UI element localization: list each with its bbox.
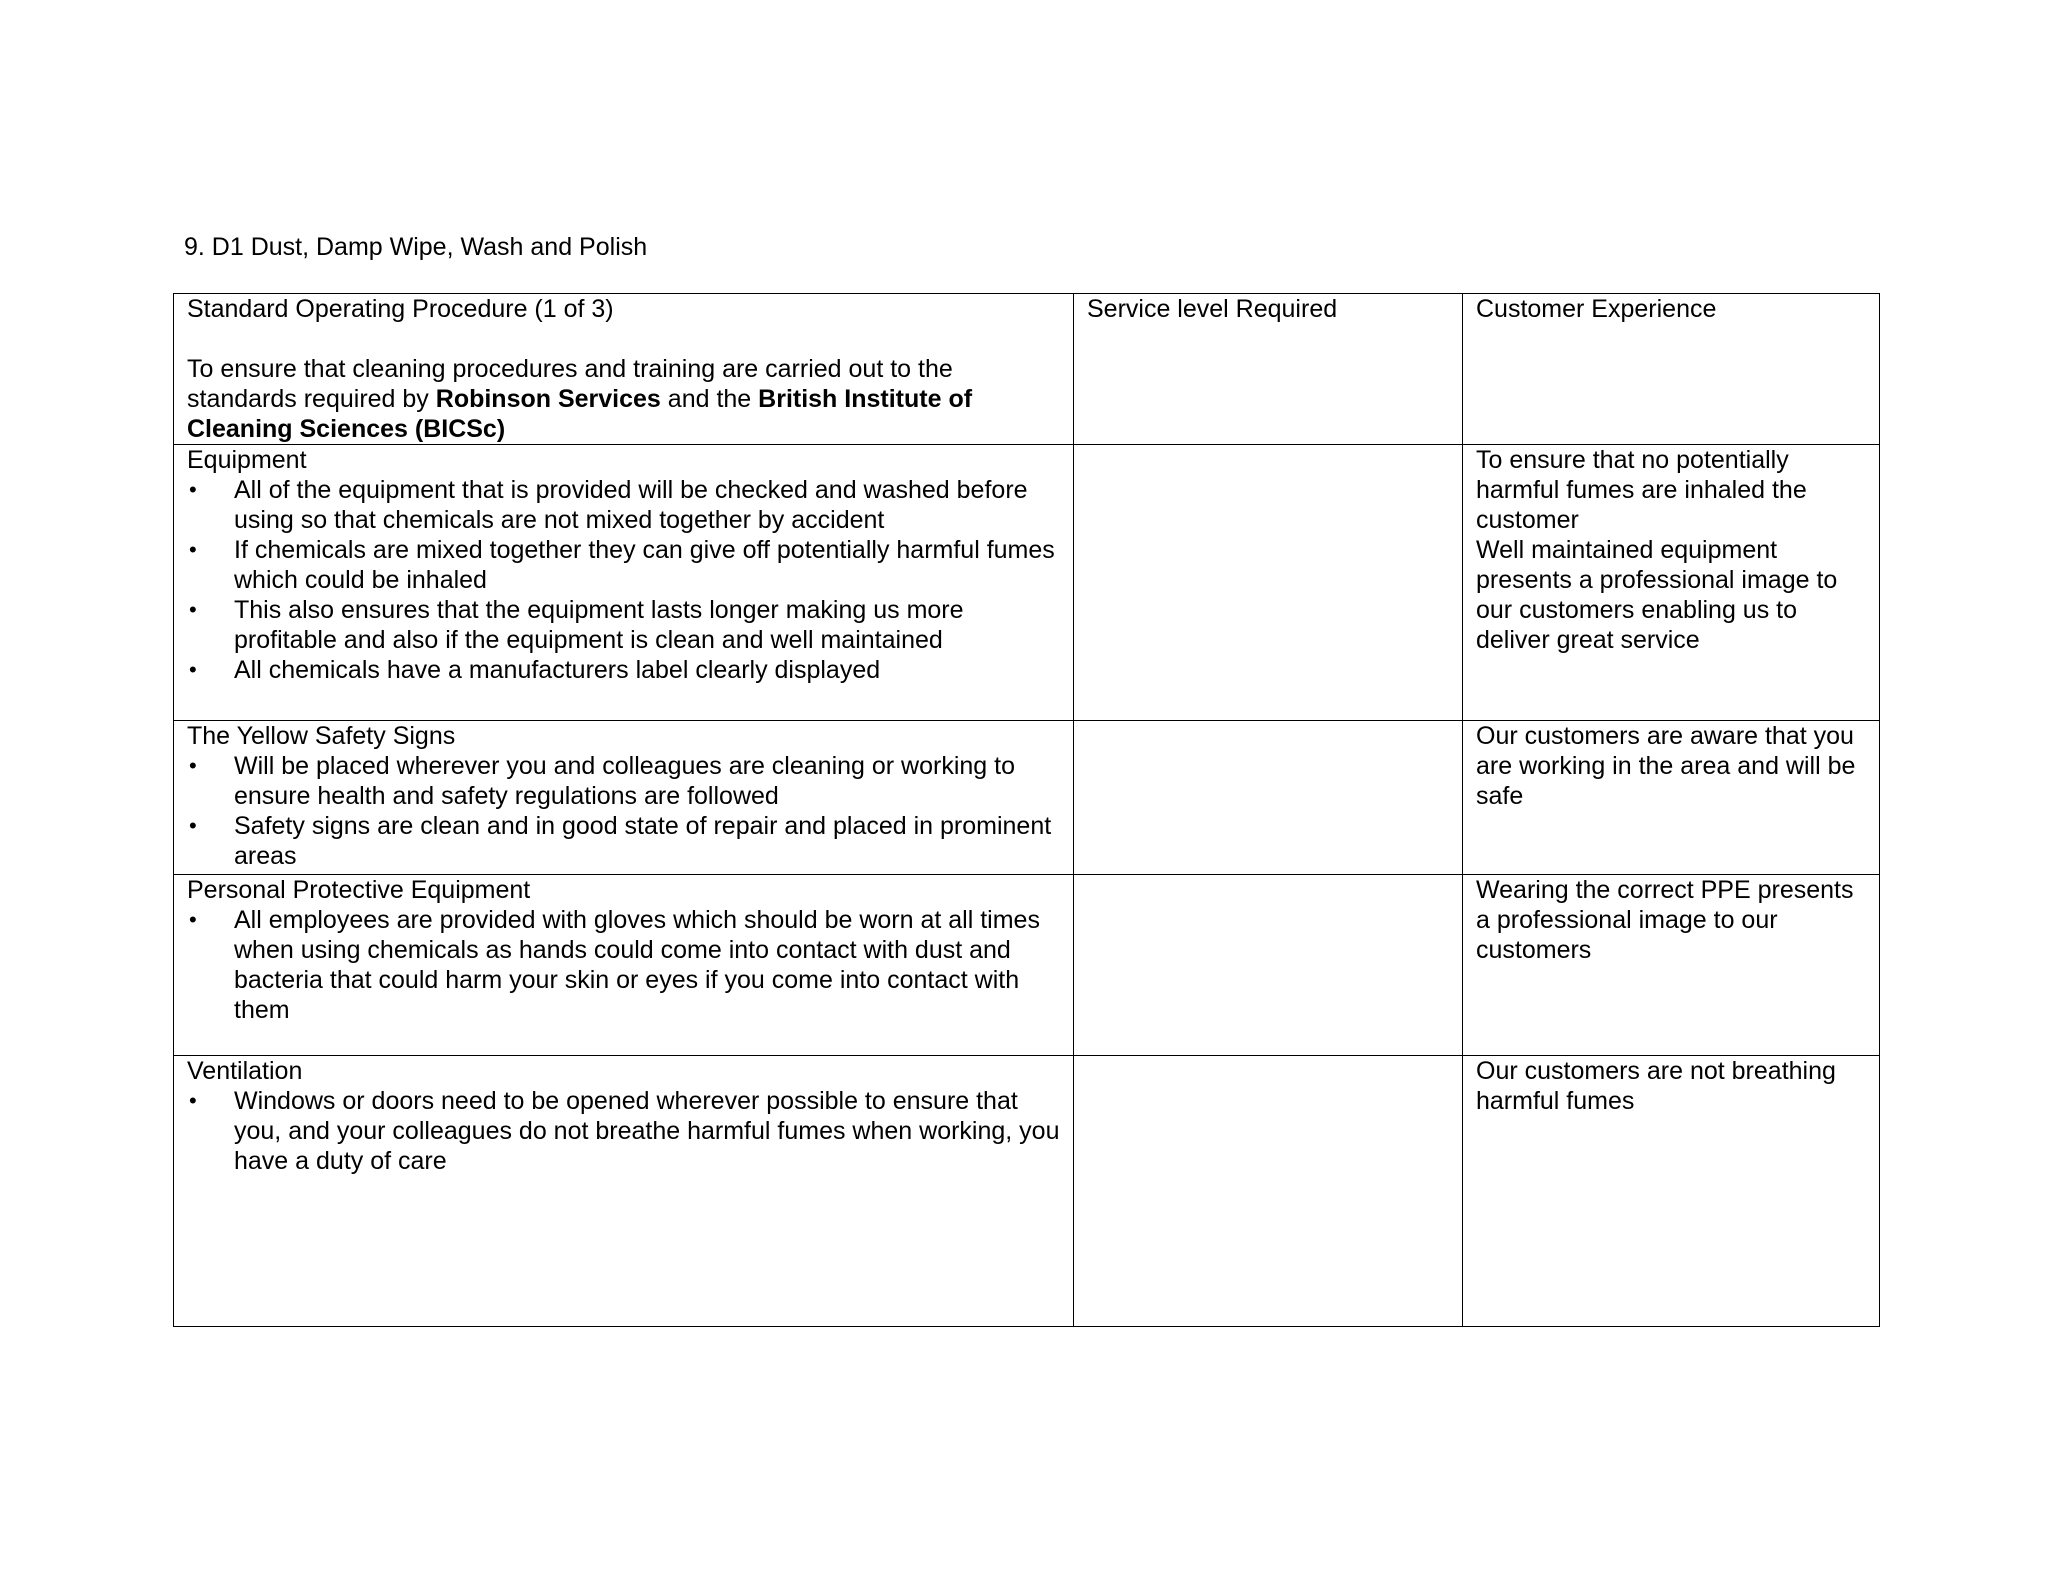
service-level-cell — [1074, 445, 1463, 721]
bullet-item: • If chemicals are mixed together they can give off potentially harmful fumes which could be inhaled — [187, 535, 1061, 595]
bullet-item: • All chemicals have a manufacturers label clearly displayed — [187, 655, 1061, 685]
procedure-cell — [174, 721, 1074, 875]
intro-company: Robinson Services — [435, 385, 661, 413]
customer-experience-cell — [1463, 875, 1880, 1056]
intro-text-1: To ensure that cleaning procedures and training are carried out to the standards required by — [187, 355, 953, 413]
table-header-row — [174, 294, 1880, 445]
bullet-item: • Safety signs are clean and in good state of repair and placed in prominent areas — [187, 811, 1061, 871]
bullet-list — [187, 475, 1061, 685]
table-row-ppe — [174, 875, 1880, 1056]
customer-experience-text: Wearing the correct PPE presents a professional image to our customers — [1476, 876, 1854, 964]
service-level-cell — [1074, 1056, 1463, 1327]
page-title: 9. D1 Dust, Damp Wipe, Wash and Polish — [184, 233, 648, 261]
bullet-list — [187, 751, 1061, 871]
intro-institute: British Institute of Cleaning Sciences (BICSc) — [187, 385, 973, 443]
customer-experience-header: Customer Experience — [1463, 294, 1880, 445]
table-row-ventilation — [174, 1056, 1880, 1327]
service-level-cell — [1074, 721, 1463, 875]
bullet-item: • Windows or doors need to be opened wherever possible to ensure that you, and your colleagues do not breathe harmful fumes when working, you have a duty of care — [187, 1086, 1061, 1176]
bullet-list — [187, 905, 1061, 1025]
customer-experience-cell — [1463, 721, 1880, 875]
sop-header-cell — [174, 294, 1074, 445]
customer-experience-text: Well maintained equipment presents a professional image to our customers enabling us to deliver great service — [1476, 536, 1838, 654]
section-title: Personal Protective Equipment — [187, 876, 531, 904]
table-row-equipment — [174, 445, 1880, 721]
bullet-item: • This also ensures that the equipment lasts longer making us more profitable and also if the equipment is clean and well maintained — [187, 595, 1061, 655]
customer-experience-text: Our customers are aware that you are working in the area and will be safe — [1476, 722, 1856, 810]
bullet-item: • Will be placed wherever you and colleagues are cleaning or working to ensure health and safety regulations are followed — [187, 751, 1061, 811]
sop-table — [173, 293, 1880, 1327]
procedure-cell — [174, 1056, 1074, 1327]
customer-experience-cell — [1463, 445, 1880, 721]
bullet-item: • All of the equipment that is provided will be checked and washed before using so that chemicals are not mixed together by accident — [187, 475, 1061, 535]
bullet-list — [187, 1086, 1061, 1176]
bullet-item: • All employees are provided with gloves which should be worn at all times when using chemicals as hands could come into contact with dust and bacteria that could harm your skin or eyes if you come into contact with them — [187, 905, 1061, 1025]
service-level-cell — [1074, 875, 1463, 1056]
section-title: Ventilation — [187, 1057, 303, 1085]
intro-text-2: and the — [660, 385, 759, 413]
table-row-safety-signs — [174, 721, 1880, 875]
section-title: The Yellow Safety Signs — [187, 722, 456, 750]
sop-title: Standard Operating Procedure (1 of 3) — [187, 295, 614, 323]
customer-experience-text: Our customers are not breathing harmful fumes — [1476, 1057, 1836, 1115]
procedure-cell — [174, 445, 1074, 721]
section-title: Equipment — [187, 446, 307, 474]
customer-experience-cell — [1463, 1056, 1880, 1327]
service-level-header: Service level Required — [1074, 294, 1463, 445]
customer-experience-text: To ensure that no potentially harmful fumes are inhaled the customer — [1476, 446, 1807, 534]
sop-intro — [187, 354, 1061, 444]
procedure-cell — [174, 875, 1074, 1056]
